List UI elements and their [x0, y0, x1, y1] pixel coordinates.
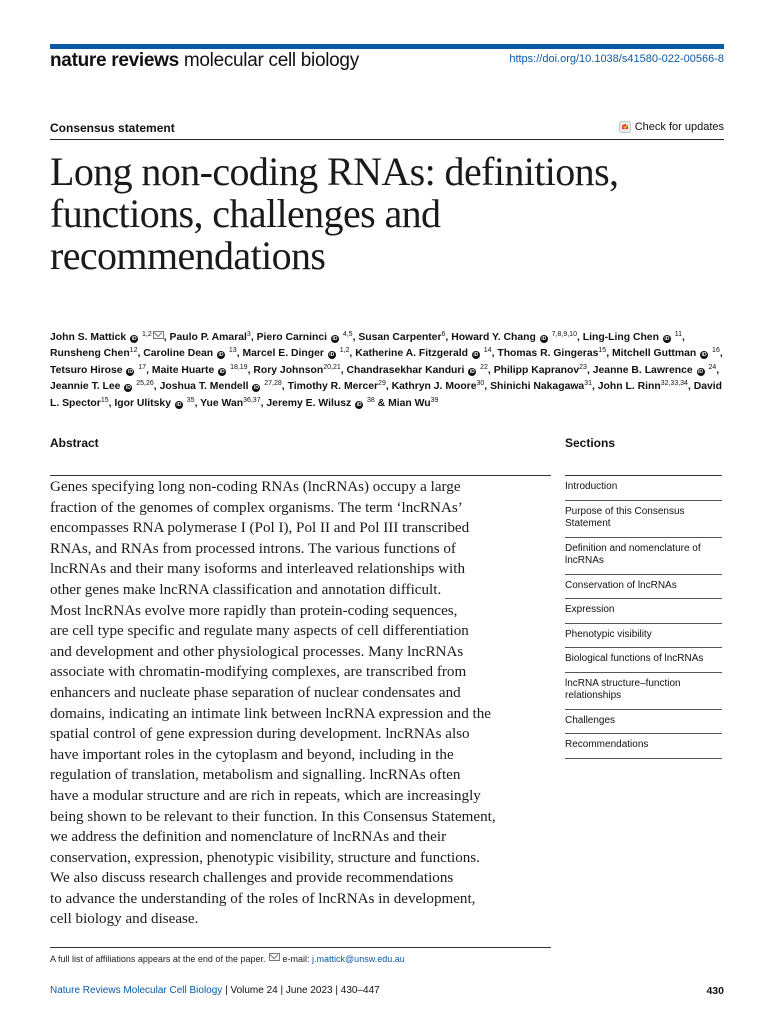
affiliation-numbers: 23 [579, 363, 587, 371]
check-for-updates-button[interactable] [619, 121, 724, 133]
abstract-text: Genes specifying long non-coding RNAs (lncRNAs) occupy a large fraction of the genomes of complex organisms. The term ‘lncRNAs’ encompasses RNA polymerase I (Pol I), Pol II and Pol III transcribed RNAs, and RNAs from processed introns. The various functions of lncRNAs and their many isoforms and interleaved relationships with other genes make lncRNA classification and annotation difficult. Most lncRNAs evolve more rapidly than protein-coding sequences, are cell type specific and regulate many aspects of cell differentiation and development and other physiological processes. Many lncRNAs associate with chromatin-modifying complexes, are transcribed from enhancers and nucleate phase separation of nuclear condensates and domains, indicating an intimate link between lncRNA expression and the spatial control of gene expression during development. lncRNAs also have important roles in the cytoplasm and beyond, including in the regulation of translation, metabolism and signalling. lncRNAs often have a modular structure and are rich in repeats, which are increasingly being shown to be relevant to their function. In this Consensus Statement, we address the definition and nomenclature of lncRNAs and their conservation, expression, phenotypic visibility, structure and functions. We also discuss research challenges and provide recommendations to advance the understanding of the roles of lncRNAs in development, cell biology and disease. [50, 479, 496, 928]
author-name: Paulo P. Amaral [169, 332, 247, 343]
author-name: Timothy R. Mercer [287, 381, 379, 393]
affiliation-numbers: 17 [138, 363, 147, 371]
author-name: Jeannie T. Lee [50, 381, 121, 393]
affiliation-numbers: 31 [584, 380, 592, 388]
footer-pages: 430–447 [340, 985, 380, 996]
author-name: John S. Mattick [50, 332, 127, 343]
author[interactable] [170, 332, 251, 343]
affiliation-numbers: 15 [598, 347, 607, 355]
author-name: Yue Wan [200, 397, 244, 409]
orcid-icon[interactable]: iD [219, 368, 225, 375]
author-name: Philipp Kapranov [493, 364, 580, 376]
affiliation-numbers: 22 [480, 363, 488, 371]
author-name: Runsheng Chen [50, 348, 130, 360]
affiliation-numbers: 11 [674, 331, 682, 338]
affiliation-numbers: 13 [228, 347, 237, 355]
orcid-icon[interactable]: iD [253, 385, 259, 392]
affiliation-numbers: 39 [430, 396, 439, 404]
affiliation-numbers: 25,26 [136, 380, 154, 388]
author-name: Maite Huarte [151, 364, 215, 376]
author[interactable] [490, 381, 592, 392]
author-name: Howard Y. Chang [451, 332, 536, 343]
author[interactable] [50, 332, 164, 343]
check-updates-icon [619, 121, 631, 133]
orcid-icon[interactable]: iD [332, 336, 338, 342]
affiliation-numbers: 24 [708, 363, 717, 371]
author[interactable] [50, 365, 146, 376]
orcid-icon[interactable]: iD [473, 352, 479, 359]
author-name: Piero Carninci [256, 332, 328, 343]
section-link[interactable]: Conservation of lncRNAs [565, 575, 722, 600]
contact-email-link[interactable]: j.mattick@unsw.edu.au [312, 954, 405, 964]
author[interactable] [494, 365, 587, 376]
section-link[interactable]: Recommendations [565, 734, 722, 759]
footer-separator: | [335, 985, 339, 996]
check-updates-label: Check for updates [634, 121, 724, 133]
orcid-icon[interactable]: iD [541, 336, 547, 342]
article-type: Consensus statement [50, 121, 175, 135]
author[interactable] [347, 365, 488, 376]
affiliation-numbers: 18,19 [230, 363, 248, 371]
orcid-icon[interactable]: iD [701, 352, 707, 359]
author[interactable] [355, 348, 491, 359]
affiliation-numbers: 1,2 [339, 347, 350, 355]
affiliation-numbers: 7,8,9,10 [551, 331, 577, 338]
orcid-icon[interactable]: iD [125, 385, 131, 392]
author-name: Jeremy E. Wilusz [266, 397, 352, 409]
author[interactable] [583, 332, 682, 343]
author[interactable] [593, 365, 717, 376]
affiliation-numbers: 32,33,34 [660, 380, 688, 388]
author-name: Tetsuro Hirose [50, 364, 123, 376]
orcid-icon[interactable]: iD [176, 401, 182, 408]
author[interactable] [612, 348, 720, 359]
affiliation-numbers: 14 [483, 347, 492, 355]
author-name: Mitchell Guttman [611, 348, 697, 360]
affiliation-numbers: 4,5 [342, 331, 353, 338]
affiliation-numbers: 30 [476, 380, 485, 388]
sections-panel [565, 436, 722, 759]
author-name: Thomas R. Gingeras [497, 348, 599, 360]
section-link[interactable]: lncRNA structure–function relationships [565, 673, 722, 710]
section-link[interactable]: Purpose of this Consensus Statement [565, 501, 722, 538]
header-rule [50, 139, 724, 140]
orcid-icon[interactable]: iD [127, 368, 133, 375]
footnote-text: A full list of affiliations appears at the end of the paper. [50, 954, 266, 964]
affiliation-numbers: 27,28 [264, 380, 282, 388]
author-name: John L. Rinn [597, 381, 661, 393]
author-name: Kathryn J. Moore [391, 381, 477, 393]
footer-volume: Volume 24 [230, 985, 278, 996]
abstract-rule [50, 475, 551, 476]
author-name: Igor Ulitsky [114, 397, 171, 409]
doi-link[interactable]: https://doi.org/10.1038/s41580-022-00566-8 [509, 53, 724, 65]
author-name: Caroline Dean [143, 348, 214, 360]
article-title: Long non-coding RNAs: definitions, functions, challenges and recommendations [50, 149, 619, 278]
email-label: e-mail: [282, 954, 310, 964]
author-name: Rory Johnson [253, 364, 324, 376]
abstract-heading: Abstract [50, 436, 99, 450]
author[interactable] [497, 348, 606, 359]
section-link[interactable]: Expression [565, 599, 722, 624]
orcid-icon[interactable]: iD [131, 336, 137, 342]
author[interactable] [50, 348, 137, 359]
author-name: Marcel E. Dinger [242, 348, 324, 360]
orcid-icon[interactable]: iD [664, 336, 670, 342]
affiliation-numbers: 12 [129, 347, 138, 355]
orcid-icon[interactable]: iD [356, 401, 362, 408]
author[interactable] [451, 332, 577, 343]
author[interactable] [143, 348, 236, 359]
author[interactable] [242, 348, 349, 359]
affiliation-numbers: 35 [186, 396, 195, 404]
email-icon[interactable] [153, 331, 164, 339]
email-icon [269, 953, 280, 961]
journal-name: nature reviews molecular cell biology [50, 50, 359, 71]
page-number: 430 [706, 985, 724, 997]
affiliation-numbers: 38 [366, 396, 375, 404]
author-list: John S. Mattick iD $^{1,2}$ , Paulo P. Amaral$^3$, Piero Carninci iD $^{4,5}$, Susan Carpenter$^6$, Howard Y. Chang iD $^{7,8,9,10}$, Ling-Ling Chen iD $^{11}$, Runsheng Chen$^{12}$, Caroline Dean iD $^{13}$, Marcel E. Dinger iD $^{1,2}$, Katherine A. Fitzgerald iD $^{14}$, Thomas R. Gingeras$^{15}$, Mitchell Guttman iD $^{16}$, Tetsuro Hirose iD $^{17}$, Maite Huarte iD $^{18,19}$, Rory Johnson$^{20,21}$, Chandrasekhar Kanduri iD $^{22}$, Philipp Kapranov$^{23}$, Jeanne B. Lawrence iD $^{24}$, Jeannie T. Lee iD $^{25,26}$, Joshua T. Mendell iD $^{27,28}$, Timothy R. Mercer$^{29}$, Kathryn J. Moore$^{30}$, Shinichi Nakagawa$^{31}$, John L. Rinn$^{32,33,34}$, David L. Spector$^{15}$, Igor Ulitsky iD $^{35}$, Yue Wan$^{36,37}$, Jeremy E. Wilusz iD $^{38}$ & Mian Wu$^{39}$ [50, 331, 723, 409]
author[interactable] [50, 381, 154, 392]
section-link[interactable]: Phenotypic visibility [565, 624, 722, 649]
author[interactable] [160, 381, 282, 392]
author[interactable] [388, 398, 438, 409]
affiliation-numbers: 6 [441, 331, 446, 338]
footer-date: June 2023 [285, 985, 333, 996]
author[interactable] [200, 398, 260, 409]
section-link[interactable]: Challenges [565, 710, 722, 735]
author-name: Katherine A. Fitzgerald [355, 348, 468, 360]
affiliation-numbers: 15 [100, 396, 109, 404]
author[interactable] [152, 365, 248, 376]
footer-separator: | [280, 985, 284, 996]
author[interactable] [266, 398, 374, 409]
orcid-icon[interactable]: iD [329, 352, 335, 359]
affiliation-numbers: 20,21 [323, 363, 341, 371]
journal-top-bar [50, 44, 724, 49]
author[interactable] [114, 398, 194, 409]
orcid-icon[interactable]: iD [218, 352, 224, 359]
affiliation-numbers: 3 [246, 331, 251, 338]
section-link[interactable]: Introduction [565, 476, 722, 501]
affiliation-numbers: 1,2 [142, 331, 152, 338]
author-name: Susan Carpenter [358, 332, 442, 343]
abstract-bottom-rule [50, 947, 551, 948]
author[interactable] [392, 381, 485, 392]
author-name: David L. Spector [50, 381, 723, 409]
author-name: Jeanne B. Lawrence [592, 364, 693, 376]
section-link[interactable]: Biological functions of lncRNAs [565, 648, 722, 673]
footer-journal[interactable]: Nature Reviews Molecular Cell Biology [50, 985, 223, 996]
orcid-icon[interactable]: iD [698, 368, 704, 375]
author-name: Joshua T. Mendell [159, 381, 249, 393]
author[interactable] [257, 332, 353, 343]
author[interactable] [358, 332, 445, 343]
section-link[interactable]: Definition and nomenclature of lncRNAs [565, 538, 722, 575]
affiliation-numbers: 29 [378, 380, 386, 388]
sections-list [565, 476, 722, 759]
author-name: Chandrasekhar Kanduri [346, 364, 465, 376]
sections-heading: Sections [565, 436, 722, 476]
citation-footer [50, 985, 380, 996]
author[interactable] [288, 381, 386, 392]
author-name: Ling-Ling Chen [582, 332, 659, 343]
author-name: Mian Wu [388, 397, 431, 409]
affiliations-footnote [50, 953, 405, 964]
footer-separator: | [225, 985, 228, 996]
affiliation-numbers: 16 [712, 347, 720, 355]
affiliation-numbers: 36,37 [243, 396, 261, 404]
orcid-icon[interactable]: iD [469, 368, 475, 375]
author-name: Shinichi Nakagawa [490, 381, 585, 393]
author[interactable] [598, 381, 688, 392]
author[interactable] [253, 365, 340, 376]
